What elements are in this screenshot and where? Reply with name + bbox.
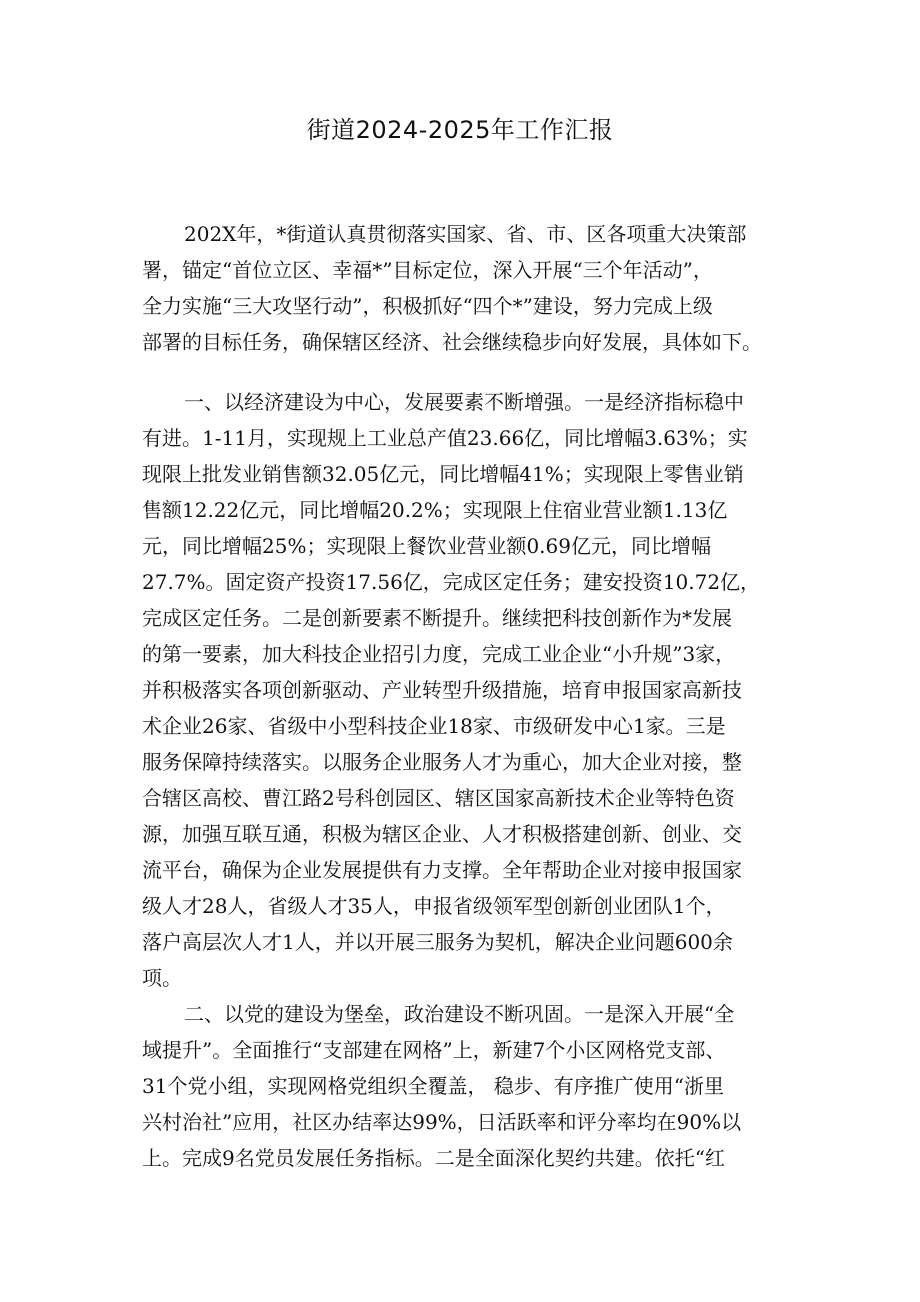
text-line: 项。 bbox=[142, 966, 182, 990]
text-line: 并积极落实各项创新驱动、产业转型升级措施，培育申报国家高新技 bbox=[142, 678, 742, 702]
text-line: 有进。1-11月，实现规上工业总产值23.66亿，同比增幅3.63%；实 bbox=[142, 426, 748, 450]
text-line: 31个党小组，实现网格党组织全覆盖， 稳步、有序推广使用“浙里 bbox=[142, 1074, 725, 1098]
text-line: 兴村治社”应用，社区办结率达99%，日活跃率和评分率均在90%以 bbox=[142, 1110, 742, 1134]
text-line: 二、以党的建设为堡垒，政治建设不断巩固。一是深入开展“全 bbox=[184, 1002, 735, 1026]
text-line: 域提升”。全面推行“支部建在网格”上，新建7个小区网格党支部、 bbox=[142, 1038, 726, 1062]
text-line: 售额12.22亿元，同比增幅20.2%；实现限上住宿业营业额1.13亿 bbox=[142, 498, 728, 522]
text-line: 合辖区高校、曹江路2号科创园区、辖区国家高新技术企业等特色资 bbox=[142, 786, 735, 810]
text-line: 源，加强互联互通，积极为辖区企业、人才积极搭建创新、创业、交 bbox=[142, 822, 742, 846]
text-line: 202X年，*街道认真贯彻落实国家、省、市、区各项重大决策部 bbox=[184, 222, 747, 246]
text-line: 现限上批发业销售额32.05亿元，同比增幅41%；实现限上零售业销 bbox=[142, 462, 744, 486]
text-line: 落户高层次人才1人，并以开展三服务为契机，解决企业问题600余 bbox=[142, 930, 733, 954]
text-line: 部署的目标任务，确保辖区经济、社会继续稳步向好发展，具体如下。 bbox=[142, 330, 762, 354]
text-line: 全力实施“三大攻坚行动”，积极抓好“四个*”建设，努力完成上级 bbox=[142, 294, 713, 318]
paragraph-intro bbox=[142, 216, 782, 360]
text-line: 元，同比增幅25%；实现限上餐饮业营业额0.69亿元，同比增幅 bbox=[142, 534, 711, 558]
text-line: 一、以经济建设为中心，发展要素不断增强。一是经济指标稳中 bbox=[184, 390, 744, 414]
text-line: 完成区定任务。二是创新要素不断提升。继续把科技创新作为*发展 bbox=[142, 606, 732, 630]
paragraph-economy bbox=[142, 384, 782, 996]
text-line: 术企业26家、省级中小型科技企业18家、市级研发中心1家。三是 bbox=[142, 714, 726, 738]
text-line: 上。完成9名党员发展任务指标。二是全面深化契约共建。依托“红 bbox=[142, 1146, 725, 1170]
text-line: 署，锚定“首位立区、幸福*”目标定位，深入开展“三个年活动”， bbox=[142, 258, 713, 282]
paragraph-party-building bbox=[142, 996, 782, 1176]
text-line: 服务保障持续落实。以服务企业服务人才为重心，加大企业对接，整 bbox=[142, 750, 742, 774]
document-title: 街道2024-2025年工作汇报 bbox=[306, 116, 614, 144]
text-line: 27.7%。固定资产投资17.56亿，完成区定任务；建安投资10.72亿， bbox=[142, 570, 761, 594]
text-line: 的第一要素，加大科技企业招引力度，完成工业企业“小升规”3家， bbox=[142, 642, 736, 666]
text-line: 流平台，确保为企业发展提供有力支撑。全年帮助企业对接申报国家 bbox=[142, 858, 742, 882]
text-line: 级人才28人，省级人才35人，申报省级领军型创新创业团队1个， bbox=[142, 894, 726, 918]
